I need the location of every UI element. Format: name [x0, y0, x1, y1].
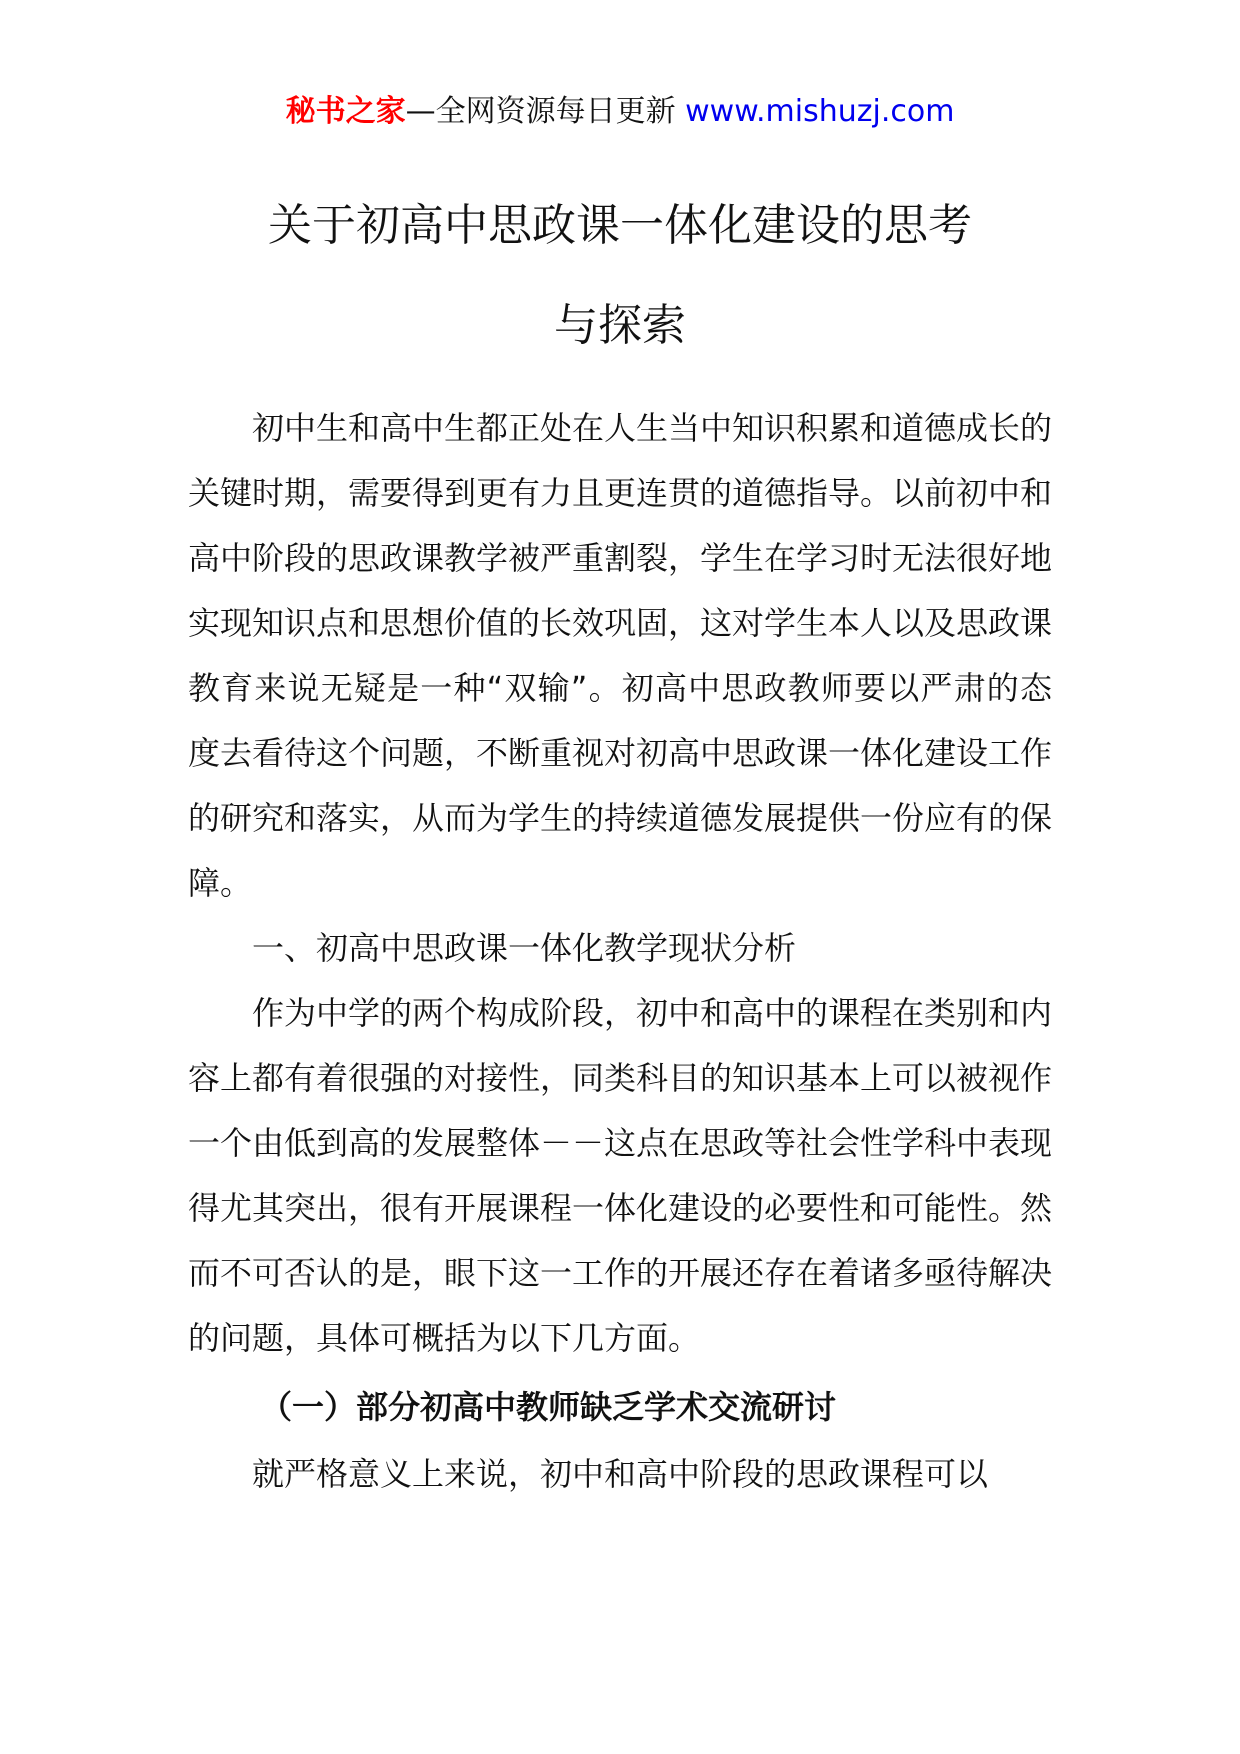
- subsection-heading-1: （一）部分初高中教师缺乏学术交流研讨: [260, 1388, 837, 1426]
- document-body: [188, 396, 1052, 1507]
- site-header-banner: [0, 92, 1240, 132]
- document-title-line-1: 关于初高中思政课一体化建设的思考: [268, 200, 972, 251]
- section-heading-1: 一、初高中思政课一体化教学现状分析: [252, 929, 797, 967]
- paragraph-subsection-1: 就严格意义上来说，初中和高中阶段的思政课程可以: [252, 1455, 989, 1493]
- site-url-link[interactable]: www.mishuzj.com: [685, 94, 955, 129]
- site-tagline: —全网资源每日更新: [405, 94, 686, 129]
- site-brand-name: 秘书之家: [285, 94, 406, 129]
- document-title-line-2: 与探索: [554, 300, 686, 351]
- paragraph-intro: 初中生和高中生都正处在人生当中知识积累和道德成长的关键时期，需要得到更有力且更连贯的道德指导。以前初中和高中阶段的思政课教学被严重割裂，学生在学习时无法很好地实现知识点和思想价值的长效巩固，这对学生本人以及思政课教育来说无疑是一种“双输”。初高中思政教师要以严肃的态度去看待这个问题，不断重视对初高中思政课一体化建设工作的研究和落实，从而为学生的持续道德发展提供一份应有的保障。: [188, 409, 1053, 902]
- paragraph-analysis: 作为中学的两个构成阶段，初中和高中的课程在类别和内容上都有着很强的对接性，同类科目的知识基本上可以被视作一个由低到高的发展整体－－这点在思政等社会性学科中表现得尤其突出，很有开展课程一体化建设的必要性和可能性。然而不可否认的是，眼下这一工作的开展还存在着诸多亟待解决的问题，具体可概括为以下几方面。: [188, 994, 1053, 1357]
